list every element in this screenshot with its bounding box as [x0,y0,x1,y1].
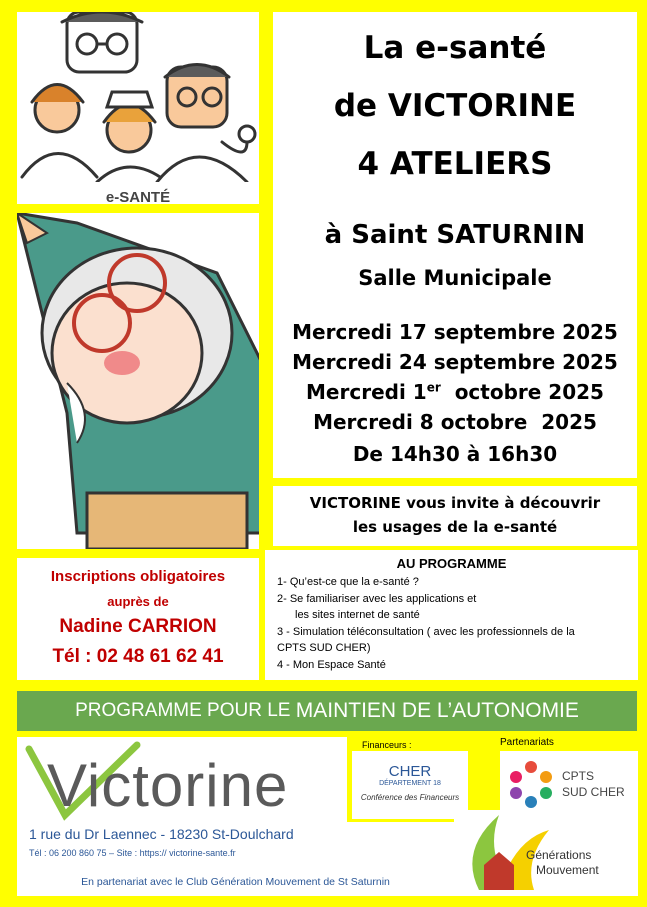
contact-name: Nadine CARRION [59,616,217,637]
funders-block [350,737,470,821]
date-4: Mercredi 8 octobre 2025 [313,410,597,434]
programme-item: 2- Se familiariser avec les applications et [277,592,477,605]
invite-line2: les usages de la e-santé [352,518,558,536]
partners-block [500,737,638,821]
victorine-logo-text: Victorine [47,752,289,819]
invite-box [273,486,637,546]
doctors-illustration [17,12,259,182]
elderly-lady-illustration [17,213,259,549]
address-block [17,822,454,870]
event-title-box [273,12,637,478]
club-partnership: En partenariat avec le Club Génération Mouvement de St Saturnin [17,870,454,896]
time-range: De 14h30 à 16h30 [352,442,558,466]
date-1: Mercredi 17 septembre 2025 [292,320,618,344]
registration-line1: Inscriptions obligatoires [50,568,226,585]
date-2: Mercredi 24 septembre 2025 [292,350,618,374]
funders-logo: CHER DÉPARTEMENT 18 Conférence des Financeurs [352,751,468,819]
title-line3: 4 ATELIERS [357,146,553,182]
esante-illustration-box [17,12,259,204]
registration-box [17,558,259,680]
programme-item: 1- Qu’est-ce que la e-santé ? [277,576,419,588]
programme-item: CPTS SUD CHER) [277,642,371,654]
cpts-logo: CPTS SUD CHER [500,751,638,817]
victorine-logo [17,737,347,822]
invite-line1: VICTORINE vous invite à découvrir [309,494,601,512]
registration-line2: auprès de [107,594,169,609]
location-venue: Salle Municipale [358,266,552,290]
autonomy-banner: PROGRAMME POUR LE MAINTIEN DE L’AUTONOMIE [17,691,637,731]
address-line: 1 rue du Dr Laennec - 18230 St-Doulchard [29,826,294,842]
contact-phone: Tél : 02 48 61 62 41 [52,646,224,667]
generations-mouvement-logo: Générations Mouvement [454,810,638,896]
cpts-people-icon [506,759,556,809]
contact-line: Tél : 06 200 860 75 – Site : https:// victorine-sante.fr [29,848,236,858]
esante-label: e-SANTÉ [105,189,171,206]
programme-item: les sites internet de santé [295,609,420,621]
programme-box [265,550,638,680]
programme-item: 3 - Simulation téléconsultation ( avec les professionnels de la [277,625,575,638]
title-line2: de VICTORINE [333,88,577,124]
programme-item: 4 - Mon Espace Santé [277,658,386,671]
funders-label: Financeurs : [362,740,412,750]
title-line1: La e-santé [363,30,547,66]
programme-heading: AU PROGRAMME [396,556,507,571]
partners-label: Partenariats [500,737,554,748]
programme-list [277,574,575,673]
location-city: à Saint SATURNIN [324,220,586,250]
date-3: Mercredi 1er octobre 2025 [306,380,604,404]
